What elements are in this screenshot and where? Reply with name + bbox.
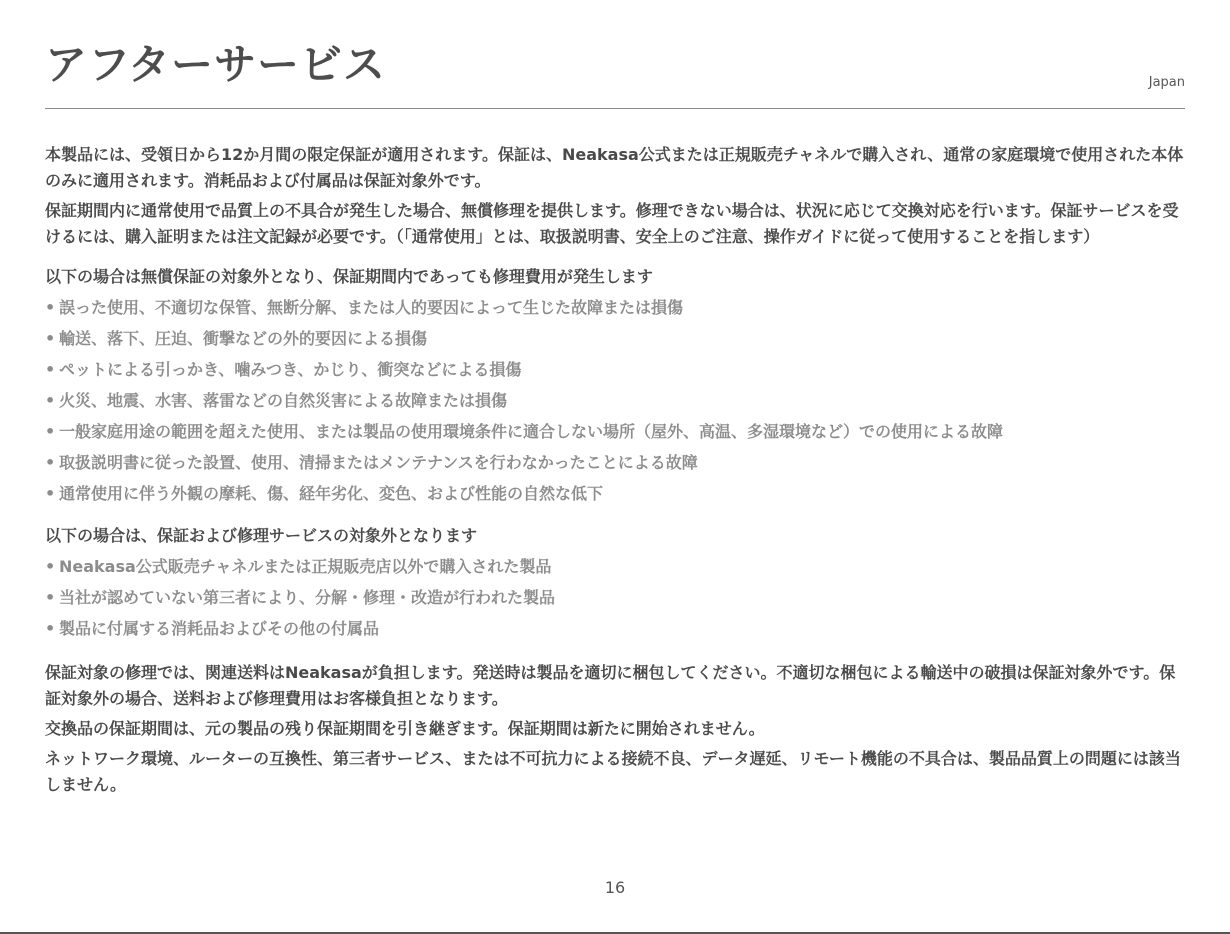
exclusions-heading: 以下の場合は無償保証の対象外となり、保証期間内であっても修理費用が発生します [45,267,653,286]
list-item: • 一般家庭用途の範囲を超えた使用、または製品の使用環境条件に適合しない場所（屋外、高温、多湿環境など）での使用による故障 [45,416,1185,447]
replacement-note: 交換品の保証期間は、元の製品の残り保証期間を引き継ぎます。保証期間は新たに開始されません。 [45,719,765,738]
shipping-note: 保証対象の修理では、関連送料はNeakasaが負担します。発送時は製品を適切に梱包してください。不適切な梱包による輸送中の破損は保証対象外です。保証対象外の場合、送料および修理費用はお客様負担となります。 [45,663,1176,708]
list-item: • 製品に付属する消耗品およびその他の付属品 [45,613,1185,644]
network-note: ネットワーク環境、ルーターの互換性、第三者サービス、または不可抗力による接続不良、データ遅延、リモート機能の不具合は、製品品質上の問題には該当しません。 [45,749,1181,794]
intro-paragraph-warranty: 本製品には、受領日から12か月間の限定保証が適用されます。保証は、Neakasa公式または正規販売チャネルで購入され、通常の家庭環境で使用された本体のみに適用されます。消耗品および付属品は保証対象外です。 [45,145,1184,190]
bullet-icon: • [45,588,56,607]
list-item: • 火災、地震、水害、落雷などの自然災害による故障または損傷 [45,385,1185,416]
exclusions-list [45,292,1185,509]
not-covered-list [45,551,1185,644]
bullet-icon: • [45,619,56,638]
bullet-icon: • [45,329,56,348]
page-content [45,142,1185,802]
list-item: • ペットによる引っかき、噛みつき、かじり、衝突などによる損傷 [45,354,1185,385]
bullet-icon: • [45,484,56,503]
page-number: 16 [604,878,626,897]
list-item: • 通常使用に伴う外観の摩耗、傷、経年劣化、変色、および性能の自然な低下 [45,478,1185,509]
bullet-icon: • [45,557,56,576]
bullet-icon: • [45,298,56,317]
region-label: Japan [1148,75,1185,90]
list-item: • 輸送、落下、圧迫、衝撃などの外的要因による損傷 [45,323,1185,354]
page-header [45,38,1185,109]
bullet-icon: • [45,453,56,472]
list-item: • 誤った使用、不適切な保管、無断分解、または人的要因によって生じた故障または損傷 [45,292,1185,323]
intro-paragraph-repair: 保証期間内に通常使用で品質上の不具合が発生した場合、無償修理を提供します。修理できない場合は、状況に応じて交換対応を行います。保証サービスを受けるには、購入証明または注文記録が必要です。（「通常使用」とは、取扱説明書、安全上のご注意、操作ガイドに従って使用することを指します） [45,201,1179,246]
bullet-icon: • [45,360,56,379]
notes-block [45,660,1185,798]
manual-page [45,0,1185,934]
page-title: アフターサービス [45,40,387,89]
list-item: • 取扱説明書に従った設置、使用、清掃またはメンテナンスを行わなかったことによる故障 [45,447,1185,478]
bullet-icon: • [45,422,56,441]
list-item: • Neakasa公式販売チャネルまたは正規販売店以外で購入された製品 [45,551,1185,582]
list-item: • 当社が認めていない第三者により、分解・修理・改造が行われた製品 [45,582,1185,613]
not-covered-heading: 以下の場合は、保証および修理サービスの対象外となります [45,526,478,545]
bullet-icon: • [45,391,56,410]
